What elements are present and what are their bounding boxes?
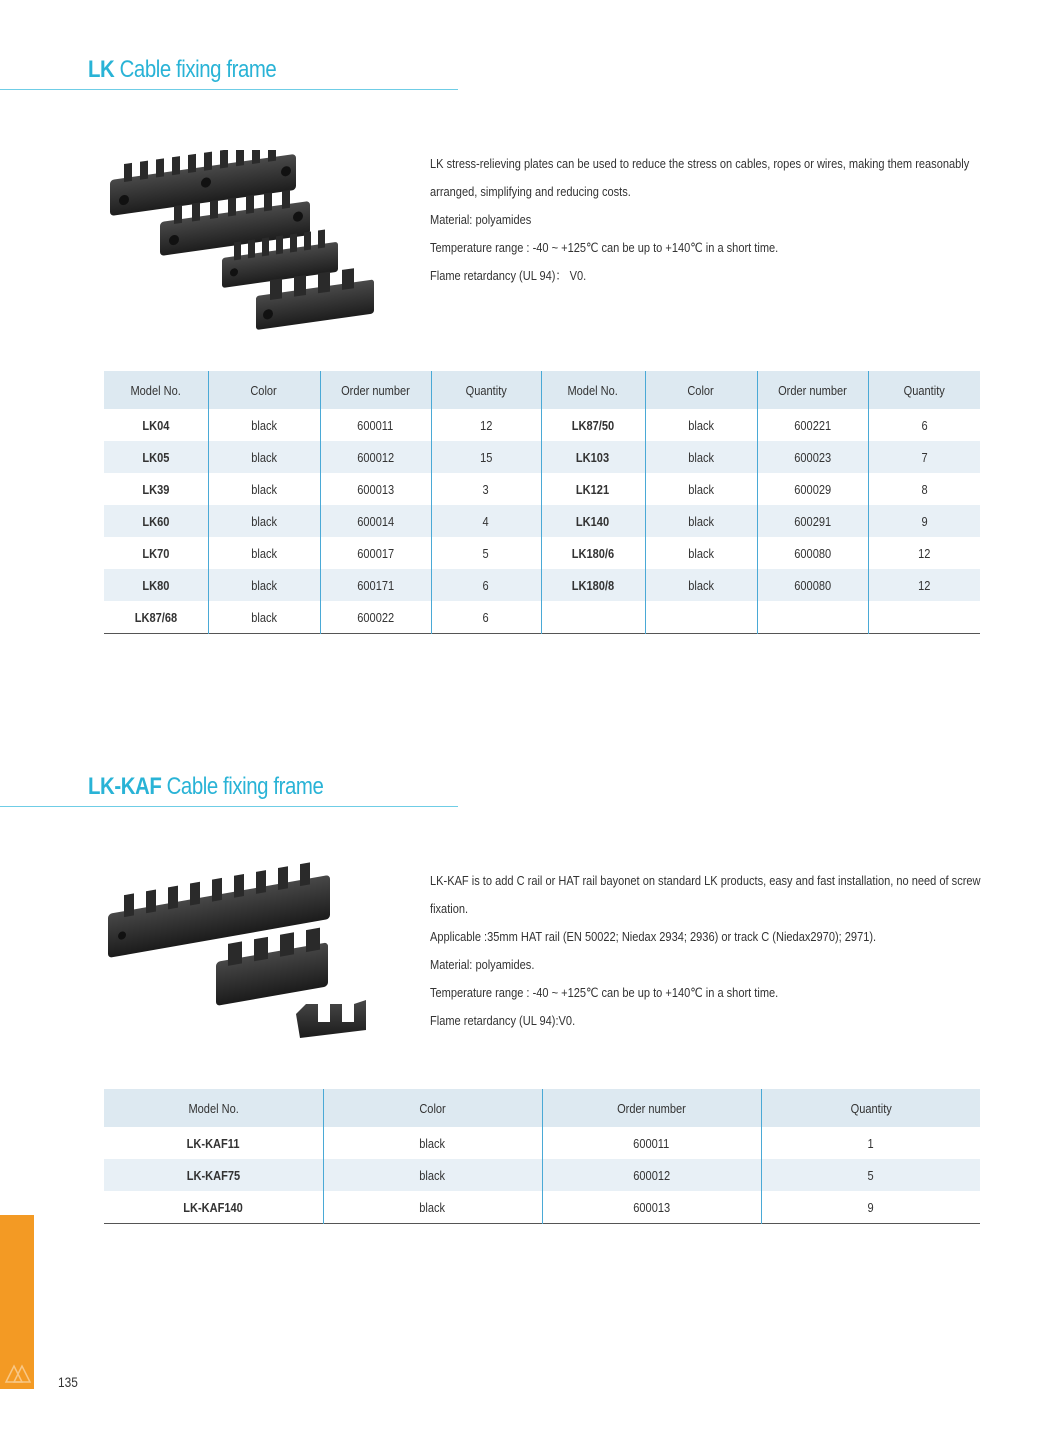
page-number: 135 bbox=[58, 1374, 78, 1390]
desc-line: LK-KAF is to add C rail or HAT rail bayonet on standard LK products, easy and fast installation, no need of screw bbox=[430, 873, 981, 888]
lk-kaf-description bbox=[430, 867, 990, 1035]
order-cell: 600022 bbox=[320, 601, 431, 634]
table-header-row bbox=[104, 371, 980, 409]
color-cell: black bbox=[208, 569, 320, 601]
order-cell: 600080 bbox=[757, 569, 868, 601]
model-cell: LK87/68 bbox=[134, 609, 177, 625]
order-cell: 600013 bbox=[320, 473, 431, 505]
model-cell: LK04 bbox=[142, 417, 170, 433]
desc-line: Temperature range : -40 ~ +125℃ can be up to +140℃ in a short time. bbox=[430, 985, 779, 1000]
col-header: Order number bbox=[320, 371, 431, 409]
order-cell: 600011 bbox=[542, 1127, 761, 1159]
model-cell: LK05 bbox=[104, 441, 208, 473]
lk-description bbox=[430, 150, 990, 290]
col-header: Model No. bbox=[104, 371, 208, 409]
color-cell: black bbox=[323, 1191, 542, 1224]
model-cell: LK-KAF11 bbox=[186, 1135, 240, 1151]
order-cell bbox=[757, 601, 868, 634]
desc-line: Material: polyamides bbox=[430, 212, 532, 227]
desc-line: Material: polyamides. bbox=[430, 957, 535, 972]
col-header: Quantity bbox=[761, 1089, 980, 1127]
title-underline bbox=[0, 806, 458, 807]
model-cell: LK-KAF75 bbox=[104, 1159, 323, 1191]
table-row bbox=[104, 1191, 980, 1224]
color-cell: black bbox=[208, 441, 320, 473]
color-cell bbox=[645, 601, 757, 634]
model-cell: LK180/6 bbox=[541, 537, 645, 569]
desc-line: LK stress-relieving plates can be used to reduce the stress on cables, ropes or wires, making them reasonably bbox=[430, 156, 970, 171]
qty-cell: 12 bbox=[868, 537, 980, 569]
order-cell: 600171 bbox=[320, 569, 431, 601]
lk-kaf-product-image bbox=[104, 862, 394, 1042]
col-header: Quantity bbox=[431, 371, 541, 409]
qty-cell: 5 bbox=[761, 1159, 980, 1191]
model-cell: LK39 bbox=[142, 481, 170, 497]
color-cell: black bbox=[645, 473, 757, 505]
qty-cell: 6 bbox=[868, 409, 980, 441]
model-cell: LK103 bbox=[541, 441, 645, 473]
color-cell: black bbox=[645, 537, 757, 569]
lk-spec-table bbox=[104, 371, 980, 634]
table-header-row bbox=[104, 1089, 980, 1127]
color-cell: black bbox=[208, 601, 320, 634]
color-cell: black bbox=[645, 569, 757, 601]
color-cell: black bbox=[323, 1159, 542, 1191]
color-cell: black bbox=[208, 409, 320, 441]
table-row bbox=[104, 537, 980, 569]
model-cell: LK87/50 bbox=[541, 409, 645, 441]
model-cell: LK70 bbox=[142, 545, 170, 561]
qty-cell: 12 bbox=[431, 409, 541, 441]
order-cell: 600013 bbox=[542, 1191, 761, 1224]
table-row bbox=[104, 569, 980, 601]
table-row bbox=[104, 601, 980, 634]
order-cell: 600221 bbox=[757, 409, 868, 441]
order-cell: 600029 bbox=[757, 473, 868, 505]
model-cell: LK121 bbox=[541, 473, 645, 505]
order-cell: 600014 bbox=[320, 505, 431, 537]
order-cell: 600291 bbox=[757, 505, 868, 537]
order-cell: 600023 bbox=[757, 441, 868, 473]
lk-product-image bbox=[104, 150, 404, 340]
qty-cell: 7 bbox=[868, 441, 980, 473]
desc-line: Flame retardancy (UL 94):V0. bbox=[430, 1013, 576, 1028]
title-rest: Cable fixing frame bbox=[161, 773, 324, 800]
qty-cell: 4 bbox=[431, 505, 541, 537]
desc-line: arranged, simplifying and reducing costs. bbox=[430, 184, 631, 199]
title-underline bbox=[0, 89, 458, 90]
model-cell: LK180/8 bbox=[541, 569, 645, 601]
color-cell: black bbox=[208, 537, 320, 569]
col-header: Order number bbox=[542, 1089, 761, 1127]
model-cell: LK80 bbox=[104, 569, 208, 601]
col-header: Color bbox=[208, 371, 320, 409]
qty-cell: 9 bbox=[868, 505, 980, 537]
order-cell: 600017 bbox=[320, 537, 431, 569]
lk-kaf-spec-table bbox=[104, 1089, 980, 1224]
desc-line: fixation. bbox=[430, 901, 469, 916]
col-header: Model No. bbox=[104, 1089, 323, 1127]
qty-cell: 15 bbox=[431, 441, 541, 473]
col-header: Model No. bbox=[541, 371, 645, 409]
qty-cell: 5 bbox=[431, 537, 541, 569]
col-header: Order number bbox=[757, 371, 868, 409]
table-row bbox=[104, 441, 980, 473]
color-cell: black bbox=[208, 505, 320, 537]
table-row bbox=[104, 473, 980, 505]
table-row bbox=[104, 1159, 980, 1191]
order-cell: 600080 bbox=[757, 537, 868, 569]
order-cell: 600012 bbox=[320, 441, 431, 473]
triangle-pattern-icon bbox=[4, 1358, 32, 1386]
order-cell: 600011 bbox=[320, 409, 431, 441]
color-cell: black bbox=[208, 473, 320, 505]
order-cell: 600012 bbox=[542, 1159, 761, 1191]
table-row bbox=[104, 1127, 980, 1159]
qty-cell: 12 bbox=[868, 569, 980, 601]
table-row bbox=[104, 409, 980, 441]
section-title-lk-kaf bbox=[88, 773, 323, 801]
col-header: Color bbox=[645, 371, 757, 409]
col-header: Quantity bbox=[868, 371, 980, 409]
color-cell: black bbox=[645, 505, 757, 537]
qty-cell: 1 bbox=[761, 1127, 980, 1159]
qty-cell: 8 bbox=[868, 473, 980, 505]
table-row bbox=[104, 505, 980, 537]
color-cell: black bbox=[645, 441, 757, 473]
model-cell: LK-KAF140 bbox=[183, 1199, 244, 1215]
title-strong: LK-KAF bbox=[88, 773, 162, 800]
qty-cell: 3 bbox=[431, 473, 541, 505]
model-cell: LK140 bbox=[541, 505, 645, 537]
title-strong: LK bbox=[88, 56, 115, 83]
qty-cell: 6 bbox=[431, 601, 541, 634]
desc-line: Applicable :35mm HAT rail (EN 50022; Niedax 2934; 2936) or track C (Niedax2970); 2971). bbox=[430, 929, 877, 944]
color-cell: black bbox=[645, 409, 757, 441]
model-cell: LK60 bbox=[104, 505, 208, 537]
title-rest: Cable fixing frame bbox=[114, 56, 277, 83]
col-header: Color bbox=[323, 1089, 542, 1127]
section-title-lk bbox=[88, 56, 276, 84]
color-cell: black bbox=[323, 1127, 542, 1159]
qty-cell: 9 bbox=[761, 1191, 980, 1224]
qty-cell: 6 bbox=[431, 569, 541, 601]
desc-line: Temperature range : -40 ~ +125℃ can be up to +140℃ in a short time. bbox=[430, 240, 779, 255]
model-cell bbox=[541, 601, 645, 634]
desc-line: Flame retardancy (UL 94)： V0. bbox=[430, 268, 587, 283]
qty-cell bbox=[868, 601, 980, 634]
